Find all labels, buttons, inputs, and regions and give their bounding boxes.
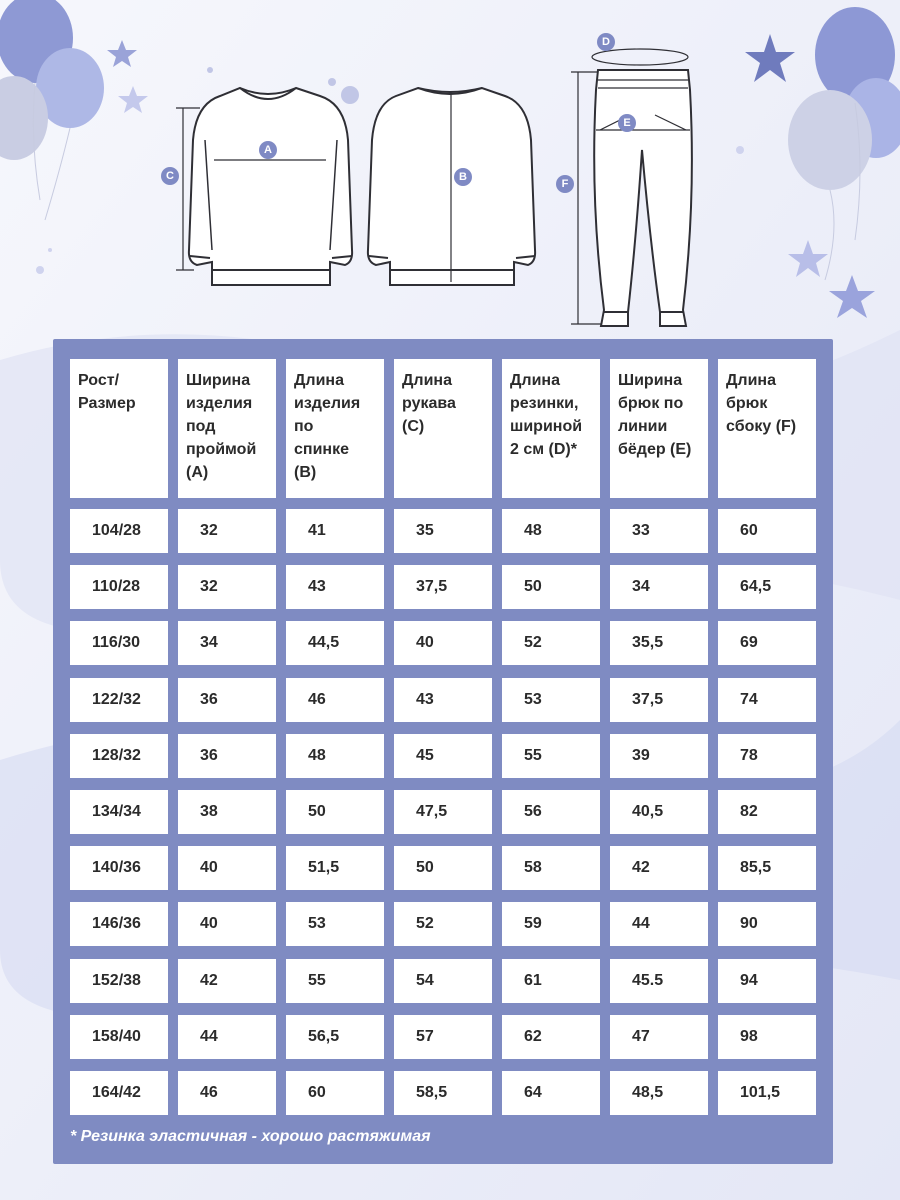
- table-cell: 101,5: [718, 1071, 816, 1115]
- table-header-cell: Ширина брюк по линии бёдер (E): [610, 359, 708, 498]
- table-cell: 46: [286, 678, 384, 722]
- table-cell: 39: [610, 734, 708, 778]
- table-cell: 43: [286, 565, 384, 609]
- table-cell: 40: [178, 902, 276, 946]
- table-cell: 36: [178, 678, 276, 722]
- table-cell: 50: [286, 790, 384, 834]
- table-header-cell: Длина изделия по спинке (B): [286, 359, 384, 498]
- pants-icon: [594, 70, 692, 326]
- measure-label-d: D: [597, 33, 615, 51]
- table-cell: 40: [178, 846, 276, 890]
- table-cell: 40,5: [610, 790, 708, 834]
- table-row-size-cell: 104/28: [70, 509, 168, 553]
- table-cell: 38: [178, 790, 276, 834]
- table-row-size-cell: 116/30: [70, 621, 168, 665]
- table-cell: 44: [610, 902, 708, 946]
- table-row-size-cell: 134/34: [70, 790, 168, 834]
- table-row-size-cell: 164/42: [70, 1071, 168, 1115]
- table-cell: 50: [502, 565, 600, 609]
- table-cell: 48: [286, 734, 384, 778]
- table-cell: 45.5: [610, 959, 708, 1003]
- table-header-cell: Длина резинки, шириной 2 см (D)*: [502, 359, 600, 498]
- table-cell: 50: [394, 846, 492, 890]
- table-cell: 35: [394, 509, 492, 553]
- table-cell: 48: [502, 509, 600, 553]
- table-cell: 52: [502, 621, 600, 665]
- table-cell: 54: [394, 959, 492, 1003]
- table-cell: 46: [178, 1071, 276, 1115]
- table-cell: 44,5: [286, 621, 384, 665]
- table-cell: 62: [502, 1015, 600, 1059]
- table-cell: 37,5: [394, 565, 492, 609]
- table-cell: 58,5: [394, 1071, 492, 1115]
- table-cell: 94: [718, 959, 816, 1003]
- garment-diagrams: [0, 0, 900, 340]
- table-row-size-cell: 152/38: [70, 959, 168, 1003]
- measure-label-e: E: [618, 114, 636, 132]
- measure-label-a: A: [259, 141, 277, 159]
- table-row-size-cell: 128/32: [70, 734, 168, 778]
- table-row-size-cell: 158/40: [70, 1015, 168, 1059]
- table-header-cell: Длина рукава (C): [394, 359, 492, 498]
- measure-label-b: B: [454, 168, 472, 186]
- table-cell: 44: [178, 1015, 276, 1059]
- measure-label-c: C: [161, 167, 179, 185]
- table-cell: 33: [610, 509, 708, 553]
- table-cell: 98: [718, 1015, 816, 1059]
- table-cell: 47,5: [394, 790, 492, 834]
- table-cell: 56,5: [286, 1015, 384, 1059]
- table-cell: 69: [718, 621, 816, 665]
- table-cell: 90: [718, 902, 816, 946]
- table-cell: 58: [502, 846, 600, 890]
- table-cell: 45: [394, 734, 492, 778]
- table-cell: 64: [502, 1071, 600, 1115]
- table-cell: 64,5: [718, 565, 816, 609]
- table-cell: 60: [718, 509, 816, 553]
- table-row-size-cell: 140/36: [70, 846, 168, 890]
- table-cell: 61: [502, 959, 600, 1003]
- table-cell: 37,5: [610, 678, 708, 722]
- table-cell: 48,5: [610, 1071, 708, 1115]
- table-cell: 35,5: [610, 621, 708, 665]
- table-cell: 52: [394, 902, 492, 946]
- table-header-cell: Ширина изделия под проймой (A): [178, 359, 276, 498]
- table-cell: 85,5: [718, 846, 816, 890]
- table-cell: 56: [502, 790, 600, 834]
- table-cell: 34: [610, 565, 708, 609]
- table-cell: 32: [178, 509, 276, 553]
- sweatshirt-front-icon: [189, 88, 352, 285]
- table-cell: 60: [286, 1071, 384, 1115]
- table-cell: 34: [178, 621, 276, 665]
- table-cell: 53: [286, 902, 384, 946]
- table-cell: 40: [394, 621, 492, 665]
- table-header-cell: Рост/ Размер: [70, 359, 168, 498]
- table-cell: 43: [394, 678, 492, 722]
- table-cell: 78: [718, 734, 816, 778]
- table-cell: 59: [502, 902, 600, 946]
- table-cell: 42: [610, 846, 708, 890]
- table-cell: 32: [178, 565, 276, 609]
- measure-label-f: F: [556, 175, 574, 193]
- table-cell: 55: [286, 959, 384, 1003]
- table-cell: 51,5: [286, 846, 384, 890]
- table-row-size-cell: 110/28: [70, 565, 168, 609]
- table-cell: 41: [286, 509, 384, 553]
- table-cell: 57: [394, 1015, 492, 1059]
- table-row-size-cell: 122/32: [70, 678, 168, 722]
- table-cell: 53: [502, 678, 600, 722]
- table-cell: 42: [178, 959, 276, 1003]
- table-row-size-cell: 146/36: [70, 902, 168, 946]
- table-cell: 82: [718, 790, 816, 834]
- table-cell: 74: [718, 678, 816, 722]
- footnote: * Резинка эластичная - хорошо растяжимая: [70, 1128, 431, 1145]
- table-cell: 47: [610, 1015, 708, 1059]
- table-cell: 55: [502, 734, 600, 778]
- table-header-cell: Длина брюк сбоку (F): [718, 359, 816, 498]
- table-cell: 36: [178, 734, 276, 778]
